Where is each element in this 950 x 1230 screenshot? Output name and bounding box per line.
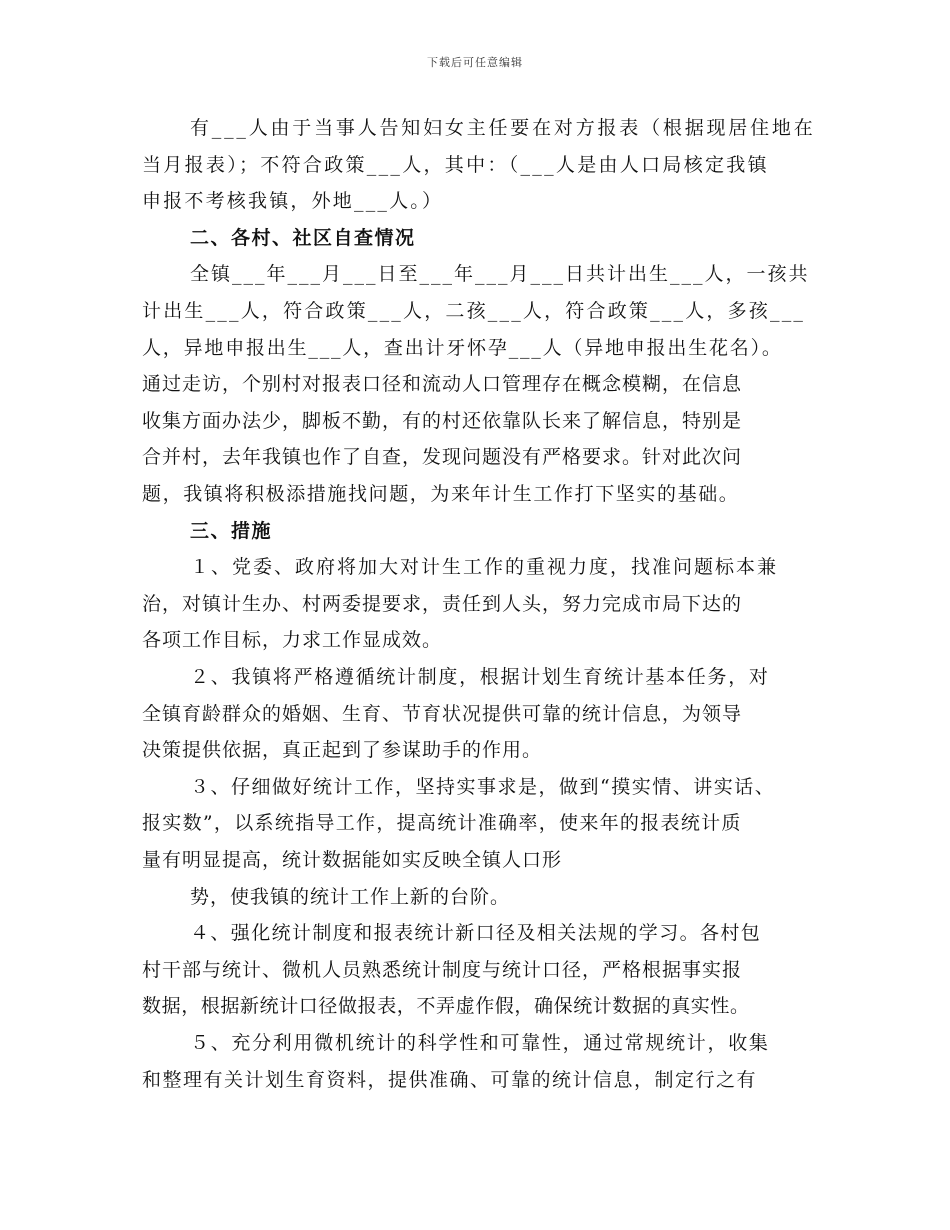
section-heading: 三、措施	[190, 519, 273, 542]
paragraph-line: 全镇___年___月___日至___年___月___日共计出生___人，一孩共	[190, 263, 810, 286]
paragraph-line: 和整理有关计划生育资料，提供准确、可靠的统计信息，制定行之有	[142, 1068, 758, 1091]
paragraph-line: 有___人由于当事人告知妇女主任要在对方报表（根据现居住地在	[190, 117, 816, 139]
section-heading: 二、各村、社区自查情况	[190, 226, 416, 249]
paragraph-line: 决策提供依据，真正起到了参谋助手的作用。	[142, 739, 543, 762]
paragraph-line: 全镇育龄群众的婚姻、生育、节育状况提供可靠的统计信息，为领导	[142, 702, 743, 725]
paragraph-line: ５、充分利用微机统计的科学性和可靠性，通过常规统计，收集	[190, 1032, 770, 1054]
paragraph-line: 村干部与统计、微机人员熟悉统计制度与统计口径，严格根据事实报	[142, 958, 743, 981]
paragraph-line: ３、仔细做好统计工作，坚持实事求是，做到“摸实情、讲实话、	[190, 775, 776, 798]
paragraph-line: 题，我镇将积极添措施找问题，为来年计生工作打下坚实的基础。	[142, 483, 740, 505]
page-header: 下载后可任意编辑	[427, 56, 523, 69]
paragraph-line: ４、强化统计制度和报表统计新口径及相关法规的学习。各村包	[190, 922, 762, 945]
paragraph-line: 报实数”，以系统指导工作，提高统计准确率，使来年的报表统计质	[142, 812, 742, 835]
paragraph-line: 势，使我镇的统计工作上新的台阶。	[190, 885, 511, 908]
paragraph-line: 治，对镇计生办、村两委提要求，责任到人头，努力完成市局下达的	[142, 592, 743, 615]
paragraph-line: 申报不考核我镇，外地___人。）	[142, 190, 444, 213]
paragraph-line: 各项工作目标，力求工作显成效。	[142, 629, 443, 652]
paragraph-line: １、党委、政府将加大对计生工作的重视力度，找准问题标本兼	[190, 556, 779, 579]
paragraph-line: 通过走访，个别村对报表口径和流动人口管理存在概念模糊，在信息	[142, 373, 743, 396]
paragraph-line: 当月报表）；不符合政策___人，其中：（___人是由人口局核定我镇	[142, 153, 769, 176]
paragraph-line: 人，异地申报出生___人，查出计牙怀孕___人（异地申报出生花名）。	[142, 336, 783, 359]
paragraph-line: 数据，根据新统计口径做报表，不弄虚作假，确保统计数据的真实性。	[142, 995, 750, 1018]
paragraph-line: 收集方面办法少，脚板不勤，有的村还依靠队长来了解信息，特别是	[142, 409, 743, 432]
paragraph-line: ２、我镇将严格遵循统计制度，根据计划生育统计基本任务，对	[190, 666, 770, 688]
paragraph-line: 量有明显提高，统计数据能如实反映全镇人口形	[142, 849, 563, 871]
paragraph-line: 计出生___人，符合政策___人，二孩___人，符合政策___人，多孩___	[142, 300, 806, 322]
paragraph-line: 合并村，去年我镇也作了自查，发现问题没有严格要求。针对此次问	[142, 446, 743, 469]
